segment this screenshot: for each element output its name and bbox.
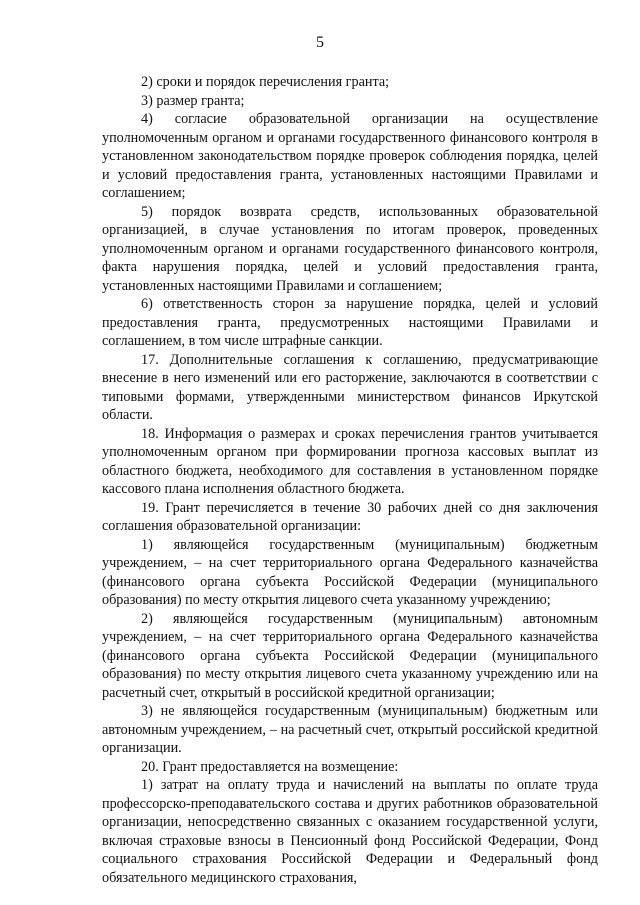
item-5-refund-procedure: 5) порядок возврата средств, использованных образовательной организацией, в случае установления по итогам проверок, проведенных уполномоченным органом и органами государственного финансового контроля, факта нарушения порядка, целей и условий предоставления гранта, установленных настоящими Правилами и соглашением; [102, 203, 598, 294]
clause-17-supplementary-agreements: 17. Дополнительные соглашения к соглашению, предусматривающие внесение в него изменений или его расторжение, заключаются в соответствии с типовыми формами, утвержденными министерством финансов Иркутской области. [102, 351, 598, 423]
item-2-grant-transfer-terms: 2) сроки и порядок перечисления гранта; [141, 74, 390, 90]
clause-19-grant-transfer: 19. Грант перечисляется в течение 30 рабочих дней со дня заключения соглашения образовательной организации: [102, 499, 598, 534]
item-4-consent-to-inspections: 4) согласие образовательной организации на осуществление уполномоченным органом и органами государственного финансового контроля в установленном законодательством порядке проверок соблюдения порядка, целей и условий предоставления гранта, установленных настоящими Правилами и соглашением; [102, 111, 598, 201]
item-3-grant-amount: 3) размер гранта; [141, 92, 245, 109]
page-number: 5 [316, 34, 324, 51]
clause-19-item-3-other-organization: 3) не являющейся государственным (муниципальным) бюджетным или автономным учреждением, – на расчетный счет, открытый российской кредитной организации. [102, 703, 598, 756]
item-6-liability: 6) ответственность сторон за нарушение порядка, целей и условий предоставления гранта, предусмотренных настоящими Правилами и соглашением, в том числе штрафные санкции. [102, 296, 598, 349]
document-body [102, 73, 598, 887]
clause-19-item-1-budget-institution: 1) являющейся государственным (муниципальным) бюджетным учреждением, – на счет территориального органа Федерального казначейства (финансового органа субъекта Российской Федерации (муниципального образования) по месту открытия лицевого счета указанному учреждению; [102, 536, 598, 608]
clause-18-cash-forecast: 18. Информация о размерах и сроках перечисления грантов учитывается уполномоченным органом при формировании прогноза кассовых выплат из областного бюджета, необходимого для составления в установленном порядке кассового плана исполнения областного бюджета. [102, 425, 598, 497]
clause-20-reimbursement: 20. Грант предоставляется на возмещение: [141, 758, 399, 775]
clause-20-item-1-labor-costs: 1) затрат на оплату труда и начислений на выплаты по оплате труда профессорско-преподавательского состава и других работников образовательной организации, непосредственно связанных с оказанием государственной услуги, включая страховые взносы в Пенсионный фонд Российской Федерации, Фонд социального страхования Российской Федерации и Федеральный фонд обязательного медицинского страхования, [102, 777, 598, 886]
clause-19-item-2-autonomous-institution: 2) являющейся государственным (муниципальным) автономным учреждением, – на счет территориального органа Федерального казначейства (финансового органа субъекта Российской Федерации (муниципального образования) по месту открытия лицевого счета указанному учреждению или на расчетный счет, открытый в российской кредитной организации; [102, 610, 598, 701]
